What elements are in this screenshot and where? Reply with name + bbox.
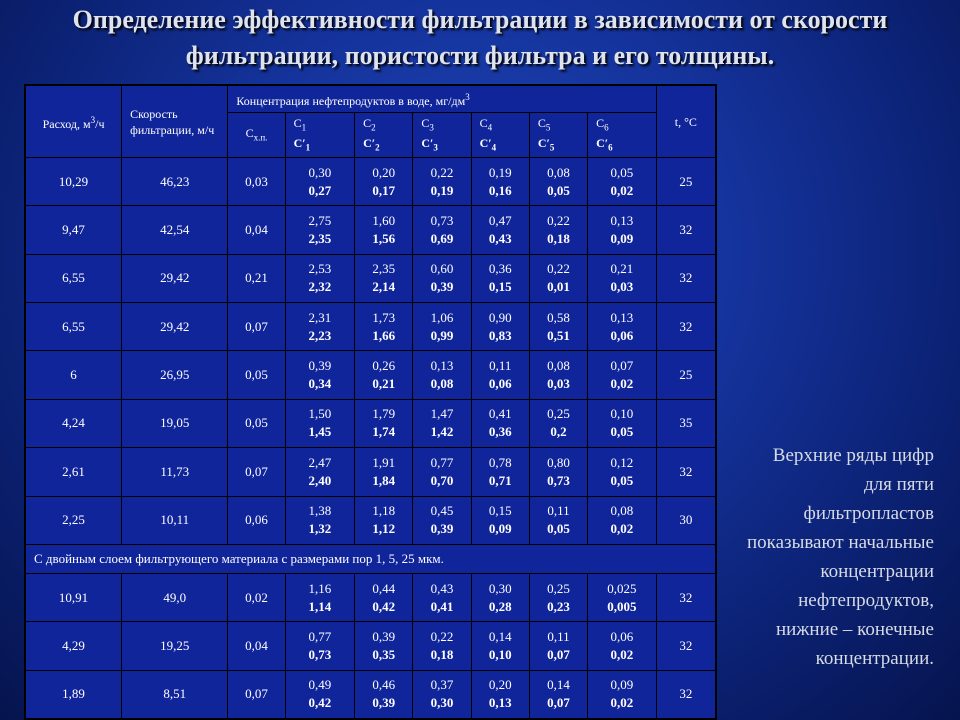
cell-temperature: 32 [657,303,715,350]
cell-concentration: 0,25 0,23 [530,574,587,621]
table-row [26,303,715,350]
cell-concentration: 0,37 0,30 [413,671,470,718]
cell-concentration: 0,22 0,19 [413,158,470,205]
cell-temperature: 32 [657,574,715,621]
header-temperature: t, °C [657,86,715,157]
header-flow: Расход, $м^3/ч$ [26,86,121,157]
cell-cxp: 0,07 [228,448,284,495]
slide-title: Определение эффективности фильтрации в зависимости от скорости фильтрации, пористости фильтра и его толщины. [72,5,888,70]
cell-concentration: 0,13 0,08 [413,351,470,398]
cell-flow: 2,61 [26,448,121,495]
cell-concentration: 2,31 2,23 [286,303,355,350]
cell-concentration: 0,13 0,06 [588,303,656,350]
cell-concentration: 1,91 1,84 [355,448,412,495]
cell-concentration: 0,25 0,2 [530,400,587,447]
cell-concentration: 0,44 0,42 [355,574,412,621]
cell-concentration: 1,47 1,42 [413,400,470,447]
cell-cxp: 0,04 [228,206,284,253]
cell-concentration: 0,22 0,18 [530,206,587,253]
cell-concentration: 0,77 0,73 [286,622,355,669]
cell-flow: 4,29 [26,622,121,669]
cell-speed: 42,54 [122,206,227,253]
cell-temperature: 25 [657,158,715,205]
cell-concentration: 0,80 0,73 [530,448,587,495]
cell-speed: 10,11 [122,497,227,544]
cell-concentration: 0,77 0,70 [413,448,470,495]
table-row [26,671,715,718]
header-c3: $С_3$ $С'_3$ [413,113,470,157]
cell-concentration: 0,06 0,02 [588,622,656,669]
cell-concentration: 0,43 0,41 [413,574,470,621]
cell-flow: 2,25 [26,497,121,544]
cell-temperature: 30 [657,497,715,544]
cell-flow: 6,55 [26,303,121,350]
cell-flow: 10,29 [26,158,121,205]
cell-temperature: 35 [657,400,715,447]
cell-concentration: 0,09 0,02 [588,671,656,718]
header-concentration: Концентрация нефтепродуктов в воде, $мг/дм^3$ [228,86,655,112]
cell-concentration: 0,45 0,39 [413,497,470,544]
cell-concentration: 0,20 0,17 [355,158,412,205]
cell-concentration: 0,08 0,03 [530,351,587,398]
cell-concentration: 1,38 1,32 [286,497,355,544]
cell-concentration: 0,73 0,69 [413,206,470,253]
cell-concentration: 0,60 0,39 [413,255,470,302]
cell-concentration: 0,14 0,10 [472,622,529,669]
cell-concentration: 0,36 0,15 [472,255,529,302]
cell-flow: 4,24 [26,400,121,447]
cell-concentration: 2,35 2,14 [355,255,412,302]
header-c6: $С_6$ $С'_6$ [588,113,656,157]
cell-speed: 19,25 [122,622,227,669]
cell-temperature: 32 [657,255,715,302]
cell-temperature: 32 [657,448,715,495]
cell-concentration: 0,12 0,05 [588,448,656,495]
cell-concentration: 0,39 0,35 [355,622,412,669]
cell-temperature: 32 [657,206,715,253]
cell-concentration: 1,16 1,14 [286,574,355,621]
cell-flow: 6,55 [26,255,121,302]
cell-speed: 29,42 [122,303,227,350]
cell-speed: 26,95 [122,351,227,398]
explanatory-note: Верхние ряды цифр для пяти фильтропластов показывают начальные концентрации нефтепродуктов, нижние – конечные концентрации. [747,445,934,669]
cell-concentration: 0,90 0,83 [472,303,529,350]
header-c4: $С_4$ $С'_4$ [472,113,529,157]
cell-concentration: 0,08 0,02 [588,497,656,544]
cell-concentration: 1,60 1,56 [355,206,412,253]
cell-concentration: 0,07 0,02 [588,351,656,398]
cell-concentration: 0,78 0,71 [472,448,529,495]
filtration-table [25,85,716,719]
cell-speed: 49,0 [122,574,227,621]
cell-concentration: 0,41 0,36 [472,400,529,447]
header-c2: $С_2$ $С'_2$ [355,113,412,157]
header-c-xp: $С_{х.п.}$ [228,113,284,157]
header-speed: Скорость фильтрации, м/ч [122,86,227,157]
cell-concentration: 0,05 0,02 [588,158,656,205]
cell-flow: 10,91 [26,574,121,621]
cell-concentration: 0,11 0,07 [530,622,587,669]
cell-concentration: 0,39 0,34 [286,351,355,398]
cell-temperature: 32 [657,671,715,718]
cell-concentration: 0,26 0,21 [355,351,412,398]
cell-flow: 1,89 [26,671,121,718]
table-row [26,400,715,447]
table-row [26,351,715,398]
section-double-layer: С двойным слоем фильтрующего материала с размерами пор 1, 5, 25 мкм. [26,545,715,573]
cell-concentration: 2,75 2,35 [286,206,355,253]
cell-concentration: 0,30 0,27 [286,158,355,205]
table-row [26,158,715,205]
cell-speed: 11,73 [122,448,227,495]
cell-cxp: 0,07 [228,671,284,718]
cell-concentration: 0,49 0,42 [286,671,355,718]
cell-concentration: 0,58 0,51 [530,303,587,350]
cell-cxp: 0,21 [228,255,284,302]
table-row [26,448,715,495]
table-row [26,622,715,669]
cell-cxp: 0,05 [228,351,284,398]
cell-concentration: 0,15 0,09 [472,497,529,544]
cell-concentration: 0,025 0,005 [588,574,656,621]
cell-cxp: 0,07 [228,303,284,350]
cell-concentration: 0,10 0,05 [588,400,656,447]
cell-concentration: 0,22 0,01 [530,255,587,302]
table-row [26,574,715,621]
cell-concentration: 0,13 0,09 [588,206,656,253]
cell-cxp: 0,02 [228,574,284,621]
header-c5: $С_5$ $С'_5$ [530,113,587,157]
cell-cxp: 0,06 [228,497,284,544]
cell-concentration: 0,08 0,05 [530,158,587,205]
cell-temperature: 25 [657,351,715,398]
filtration-table-container [24,84,717,720]
cell-speed: 8,51 [122,671,227,718]
cell-speed: 29,42 [122,255,227,302]
cell-concentration: 0,14 0,07 [530,671,587,718]
cell-cxp: 0,04 [228,622,284,669]
cell-concentration: 0,30 0,28 [472,574,529,621]
cell-concentration: 0,21 0,03 [588,255,656,302]
cell-cxp: 0,05 [228,400,284,447]
cell-concentration: 0,11 0,05 [530,497,587,544]
cell-concentration: 0,47 0,43 [472,206,529,253]
cell-speed: 46,23 [122,158,227,205]
cell-concentration: 1,50 1,45 [286,400,355,447]
table-row [26,497,715,544]
cell-temperature: 32 [657,622,715,669]
cell-concentration: 1,06 0,99 [413,303,470,350]
table-row [26,206,715,253]
cell-concentration: 0,22 0,18 [413,622,470,669]
cell-speed: 19,05 [122,400,227,447]
cell-concentration: 0,11 0,06 [472,351,529,398]
cell-concentration: 1,79 1,74 [355,400,412,447]
cell-flow: 6 [26,351,121,398]
table-body [26,86,715,718]
cell-flow: 9,47 [26,206,121,253]
cell-concentration: 2,53 2,32 [286,255,355,302]
cell-concentration: 1,73 1,66 [355,303,412,350]
cell-concentration: 0,19 0,16 [472,158,529,205]
cell-concentration: 0,20 0,13 [472,671,529,718]
header-c1: $С_1$ $С'_1$ [286,113,355,157]
table-row [26,255,715,302]
cell-concentration: 0,46 0,39 [355,671,412,718]
cell-concentration: 1,18 1,12 [355,497,412,544]
cell-concentration: 2,47 2,40 [286,448,355,495]
cell-cxp: 0,03 [228,158,284,205]
